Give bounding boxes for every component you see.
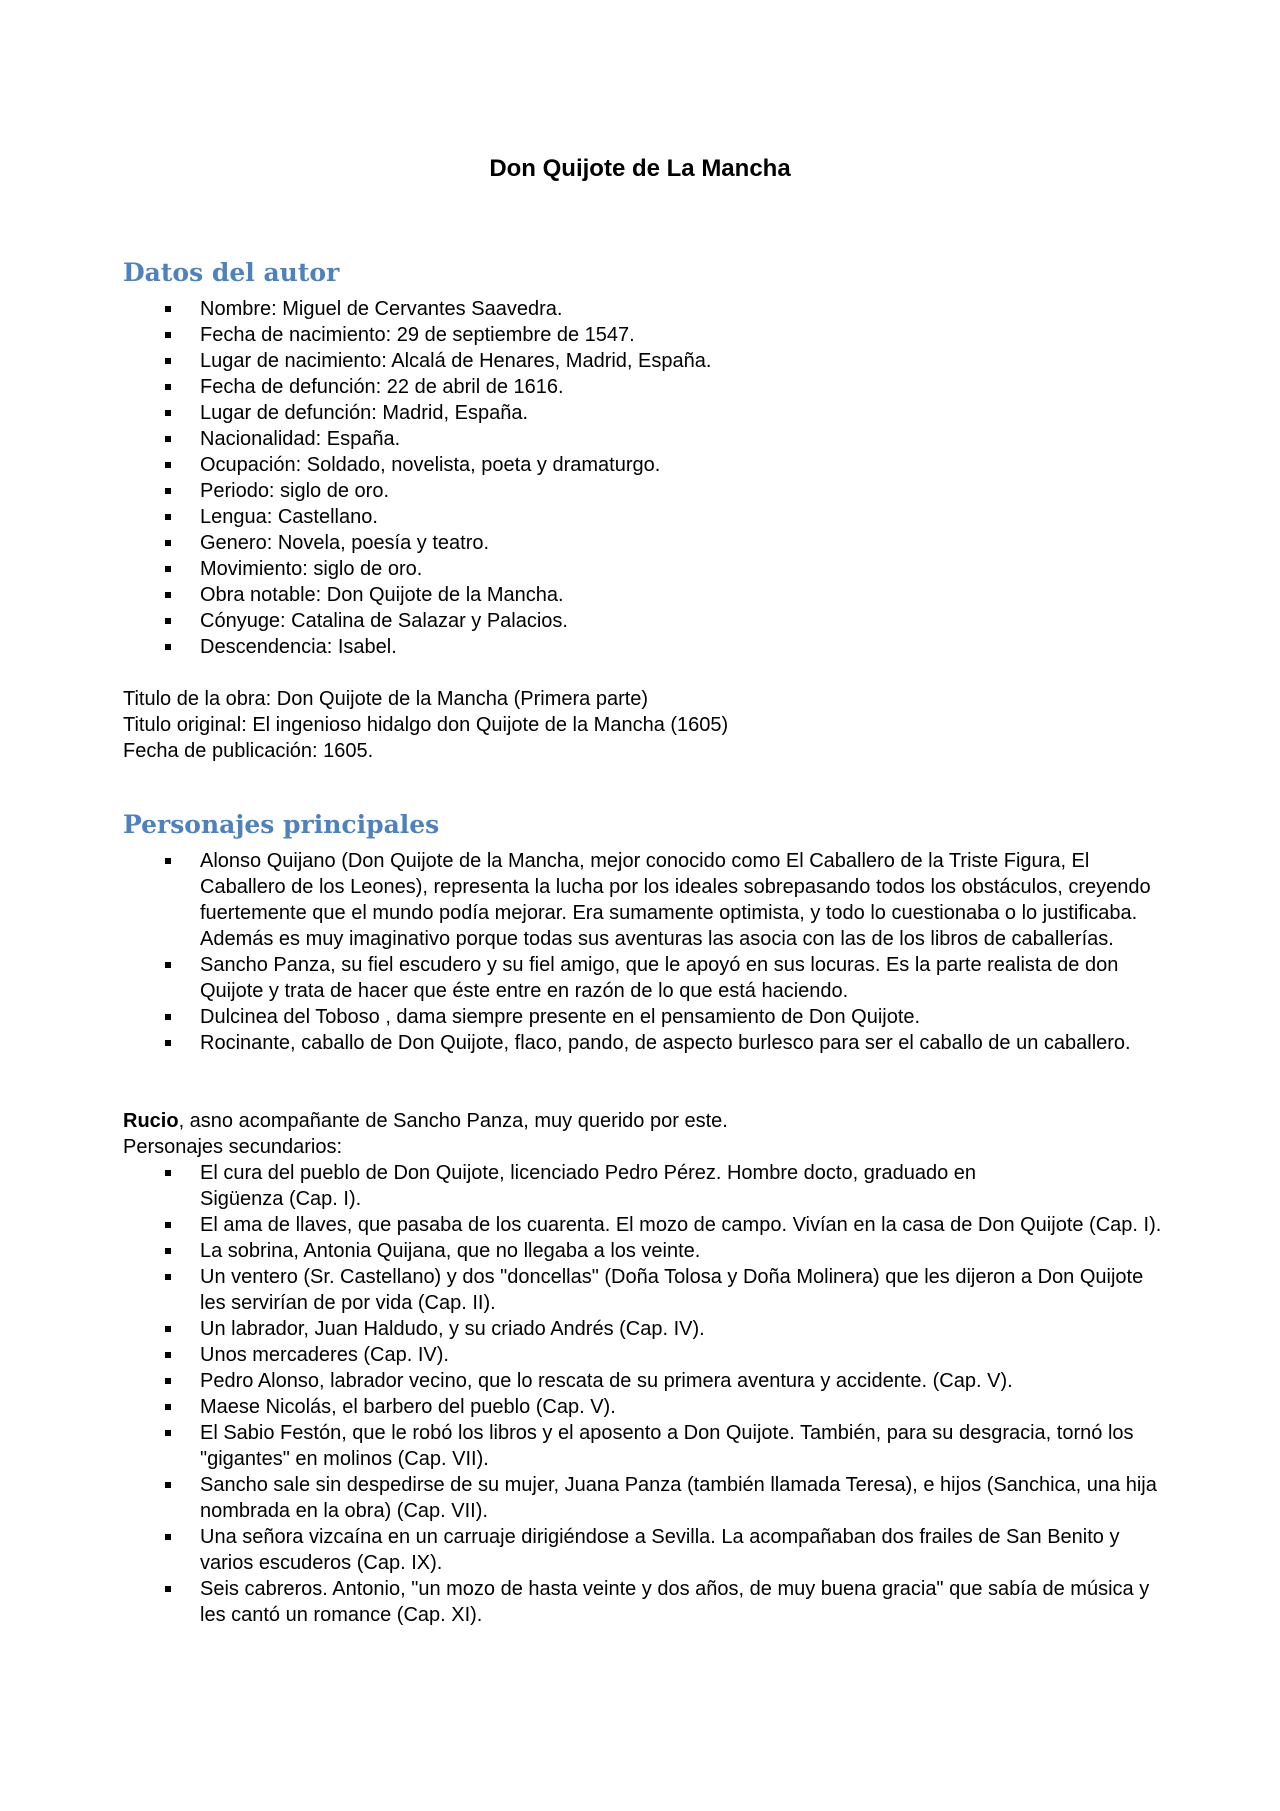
list-item: Alonso Quijano (Don Quijote de la Mancha, mejor conocido como El Caballero de la Triste Figura, El Caballero de los Leones), representa la lucha por los ideales sobrepasando todos los obstáculos, creyendo fuertemente que el mundo podía mejorar. Era sumamente optimista, y todo lo cuestionaba o lo justificaba. Además es muy imaginativo porque todas sus aventuras las asocia con las de los libros de caballerías. [123,848,1173,952]
list-item: Fecha de nacimiento: 29 de septiembre de 1547. [123,322,1173,348]
secundarios-label: Personajes secundarios: [123,1136,343,1158]
obra-titulo-original: Titulo original: El ingenioso hidalgo don Quijote de la Mancha (1605) [123,714,729,736]
heading-personajes: Personajes principales [123,810,440,839]
list-item: Nombre: Miguel de Cervantes Saavedra. [123,296,1173,322]
list-item: Descendencia: Isabel. [123,634,1173,660]
list-item: Cónyuge: Catalina de Salazar y Palacios. [123,608,1173,634]
list-item: Un labrador, Juan Haldudo, y su criado Andrés (Cap. IV). [123,1316,1173,1342]
list-item: Ocupación: Soldado, novelista, poeta y dramaturgo. [123,452,1173,478]
list-item: Genero: Novela, poesía y teatro. [123,530,1173,556]
list-item: Dulcinea del Toboso , dama siempre presente en el pensamiento de Don Quijote. [123,1004,1173,1030]
list-item: Lugar de defunción: Madrid, España. [123,400,1173,426]
list-item: El cura del pueblo de Don Quijote, licenciado Pedro Pérez. Hombre docto, graduado en Sigüenza (Cap. I). [123,1160,1173,1212]
obra-info [123,686,1173,764]
secundarios-list [123,1160,1173,1628]
principales-list [123,848,1173,1056]
list-item: Movimiento: siglo de oro. [123,556,1173,582]
list-item: Sancho Panza, su fiel escudero y su fiel amigo, que le apoyó en sus locuras. Es la parte realista de don Quijote y trata de hacer que éste entre en razón de lo que está haciendo. [123,952,1173,1004]
list-item: Periodo: siglo de oro. [123,478,1173,504]
list-item: Lugar de nacimiento: Alcalá de Henares, Madrid, España. [123,348,1173,374]
list-item: El ama de llaves, que pasaba de los cuarenta. El mozo de campo. Vivían en la casa de Don Quijote (Cap. I). [123,1212,1173,1238]
list-item: Un ventero (Sr. Castellano) y dos "doncellas" (Doña Tolosa y Doña Molinera) que les dijeron a Don Quijote les servirían de por vida (Cap. II). [123,1264,1173,1316]
list-item: Una señora vizcaína en un carruaje dirigiéndose a Sevilla. La acompañaban dos frailes de San Benito y varios escuderos (Cap. IX). [123,1524,1173,1576]
obra-titulo: Titulo de la obra: Don Quijote de la Mancha (Primera parte) [123,688,649,710]
list-item: Unos mercaderes (Cap. IV). [123,1342,1173,1368]
list-item: Pedro Alonso, labrador vecino, que lo rescata de su primera aventura y accidente. (Cap. V). [123,1368,1173,1394]
list-item: Obra notable: Don Quijote de la Mancha. [123,582,1173,608]
list-item: Maese Nicolás, el barbero del pueblo (Cap. V). [123,1394,1173,1420]
rucio-name: Rucio [123,1110,179,1132]
list-item: Seis cabreros. Antonio, "un mozo de hasta veinte y dos años, de muy buena gracia" que sabía de música y les cantó un romance (Cap. XI). [123,1576,1173,1628]
page-title: Don Quijote de La Mancha [489,155,791,182]
autor-list [123,296,1173,660]
list-item: Rocinante, caballo de Don Quijote, flaco, pando, de aspecto burlesco para ser el caballo de un caballero. [123,1030,1173,1056]
rucio-description: , asno acompañante de Sancho Panza, muy querido por este. [178,1110,728,1132]
list-item: Nacionalidad: España. [123,426,1173,452]
list-item: Fecha de defunción: 22 de abril de 1616. [123,374,1173,400]
list-item: Lengua: Castellano. [123,504,1173,530]
list-item: Sancho sale sin despedirse de su mujer, Juana Panza (también llamada Teresa), e hijos (Sanchica, una hija nombrada en la obra) (Cap. VII). [123,1472,1173,1524]
list-item: La sobrina, Antonia Quijana, que no llegaba a los veinte. [123,1238,1173,1264]
heading-datos-autor: Datos del autor [123,258,340,287]
obra-fecha: Fecha de publicación: 1605. [123,740,374,762]
list-item: El Sabio Festón, que le robó los libros y el aposento a Don Quijote. También, para su desgracia, tornó los "gigantes" en molinos (Cap. VII). [123,1420,1173,1472]
rucio-line [123,1108,1173,1160]
